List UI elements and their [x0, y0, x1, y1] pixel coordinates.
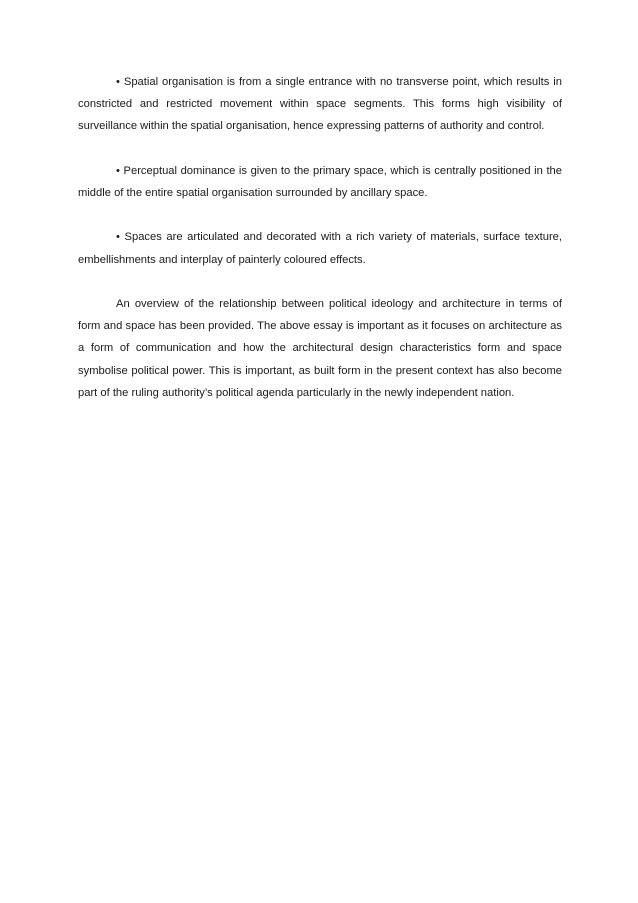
bullet-paragraph-spaces-articulated: • Spaces are articulated and decorated with a rich variety of materials, surface texture, embellishments and interplay of painterly coloured effects.	[78, 231, 562, 266]
bullet-paragraph-perceptual-dominance: • Perceptual dominance is given to the primary space, which is centrally positioned in the middle of the entire spatial organisation surrounded by ancillary space.	[78, 164, 562, 199]
document-body	[78, 71, 562, 426]
bullet-paragraph-spatial-organisation: • Spatial organisation is from a single entrance with no transverse point, which results in constricted and restricted movement within space segments. This forms high visibility of surveillance within the spatial organisation, hence expressing patterns of authority and control.	[78, 76, 562, 133]
overview-paragraph: An overview of the relationship between political ideology and architecture in terms of form and space has been provided. The above essay is important as it focuses on architecture as a form of communication and how the architectural design characteristics form and space symbolise political power. This is important, as built form in the present context has also become part of the ruling authority’s political agenda particularly in the newly independent nation.	[78, 297, 562, 399]
